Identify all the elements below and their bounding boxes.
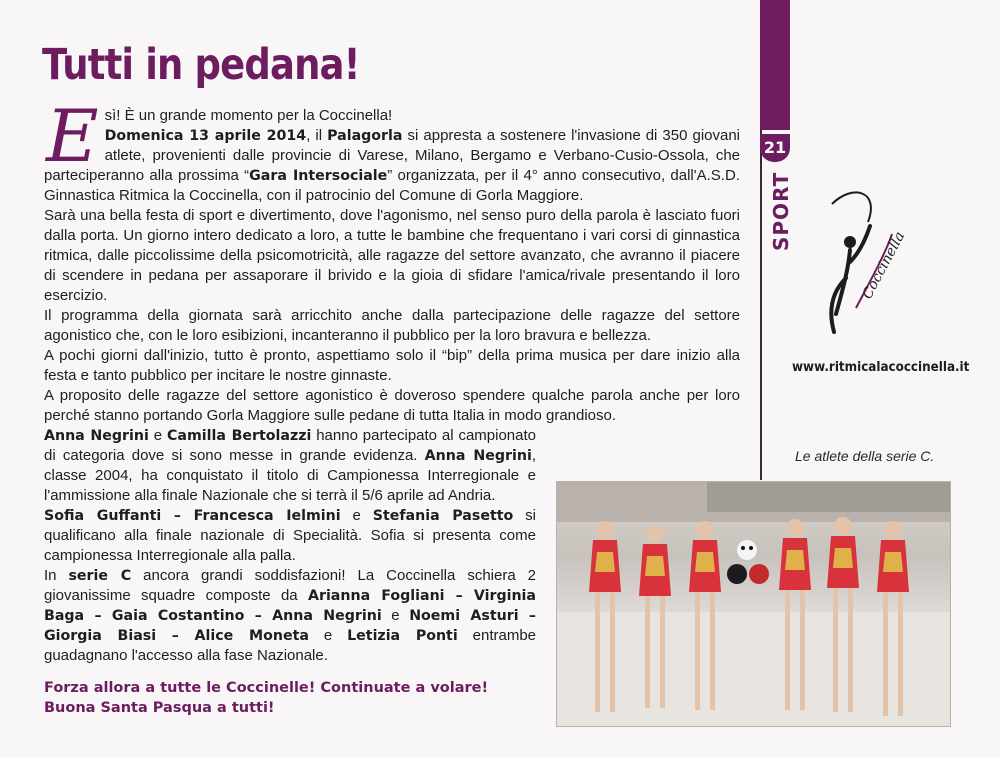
paragraph-festa: Sarà una bella festa di sport e divertimento, dove l'agonismo, nel senso puro della parola è lasciato fuori dalla porta. Un giorno intero dedicato a loro, a tutte le bambine che frequentano i vari corsi di ginnastica ritmica, dalle piccolissime della psicomotricità, alle ragazze del settore avanzato, che avranno il piacere di scendere in pedana per assaporare il brivido e la gioia di sfidare l'amica/rivale presentando il loro esercizio. xyxy=(44,207,740,304)
sidebar-band xyxy=(760,0,790,130)
paragraph-intro xyxy=(44,94,741,206)
logo-text: Coccinella xyxy=(859,229,909,302)
athlete-names: Sofia Guffanti – Francesca Ielmini xyxy=(44,508,341,524)
athlete-name: Anna Negrini xyxy=(44,428,149,444)
intro-text: sì! È un grande momento per la Coccinella! xyxy=(104,107,393,124)
athlete-name: Letizia Ponti xyxy=(347,628,458,644)
text-run: si appresta a sostenere l'invasione di 350 giovani atlete, provenienti dalle provincie di Varese, Milano, Bergamo e Verbano-Cusio-Ossola, che parteciperanno alla prossima “ xyxy=(44,127,741,184)
website-url: www.ritmicalacoccinella.it xyxy=(792,360,970,375)
closing-line-2: Buona Santa Pasqua a tutti! xyxy=(44,700,275,716)
text-run: , classe 2004, ha conquistato il titolo di Campionessa Interregionale e l'ammissione alla finale Nazionale che si terrà il 5/6 aprile ad Andria. xyxy=(44,447,536,504)
text-run: In xyxy=(44,567,69,584)
text-run: e xyxy=(148,427,167,444)
athlete-names: Arianna Fogliani – Virginia Baga – Gaia Costantino – Anna Negrini xyxy=(44,588,536,624)
athlete-name: Anna Negrini xyxy=(424,448,532,464)
athlete-names: Noemi Asturi – Giorgia Biasi – Alice Moneta xyxy=(44,608,536,644)
text-run: entrambe guadagnano l'accesso alla fase Nazionale. xyxy=(44,627,537,664)
article-title: Tutti in pedana! xyxy=(42,40,360,90)
series-name: serie C xyxy=(68,568,132,584)
section-label: SPORT xyxy=(769,171,793,251)
venue-name: Palagorla xyxy=(327,128,403,144)
paragraph-pronto: A pochi giorni dall'inizio, tutto è pronto, aspettiamo solo il “bip” della prima musica per dare inizio alla festa e tanto pubblico per incitare le nostre ginnaste. xyxy=(44,347,740,384)
athlete-name: Stefania Pasetto xyxy=(372,508,514,524)
team-photo xyxy=(556,481,951,727)
text-run: ” organizzata, per il 4° anno consecutivo, dall'A.S.D. Ginnastica Ritmica la Coccinella, con il patrocinio del Comune di Gorla Maggiore. xyxy=(44,167,740,204)
team-photo-illustration xyxy=(557,482,950,726)
page-number: 21 xyxy=(760,134,790,162)
text-run: e xyxy=(340,507,373,524)
paragraph-programma: Il programma della giornata sarà arricchito anche dalla partecipazione delle ragazze del settore agonistico che, con le loro esibizioni, incanteranno il pubblico per la loro bravura e bellezza. xyxy=(44,307,740,344)
text-run: e xyxy=(308,627,348,644)
text-run: ancora grandi soddisfazioni! La Coccinella schiera 2 giovanissime squadre composte da xyxy=(44,567,536,604)
text-run: e xyxy=(381,607,410,624)
athlete-name: Camilla Bertolazzi xyxy=(166,428,312,444)
gymnast-logo-icon xyxy=(812,182,922,342)
drop-cap: E xyxy=(46,94,99,178)
text-run: hanno partecipato al campionato di categoria dove si sono messe in grande evidenza. xyxy=(44,427,536,464)
text-run: si qualificano alla finale nazionale di Specialità. Sofia si presenta come campionessa Interregionale alla palla. xyxy=(44,507,536,564)
text-run: , il xyxy=(306,127,328,144)
photo-caption: Le atlete della serie C. xyxy=(795,448,935,464)
event-date: Domenica 13 aprile 2014 xyxy=(104,128,307,144)
closing-line-1: Forza allora a tutte le Coccinelle! Continuate a volare! xyxy=(44,680,489,696)
event-name: Gara Intersociale xyxy=(249,168,388,184)
paragraph-agonistico: A proposito delle ragazze del settore agonistico è doveroso spendere qualche parola anche per loro perché stanno portando Gorla Maggiore sulle pedane di tutta Italia in modo grandioso. xyxy=(44,387,740,424)
